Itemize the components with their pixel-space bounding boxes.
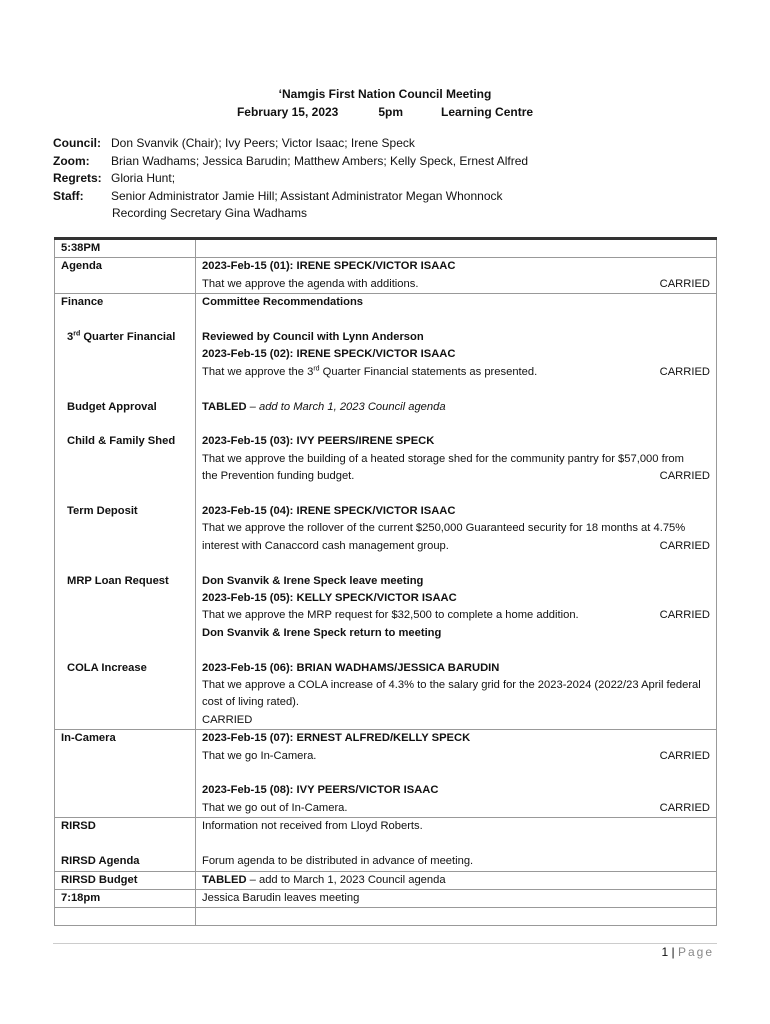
motion-heading: 2023-Feb-15 (08): IVY PEERS/VICTOR ISAAC <box>202 784 439 797</box>
table-row <box>55 239 717 258</box>
motion-text: That we approve the rollover of the current $250,000 Guaranteed security for 18 months at 4.75% <box>202 522 686 535</box>
end-time: 7:18pm <box>55 889 196 907</box>
cola-increase-label: COLA Increase <box>67 661 147 674</box>
motion-heading: 2023-Feb-15 (07): ERNEST ALFRED/KELLY SPECK <box>202 732 471 745</box>
motion-text: interest with Canaccord cash management group. <box>202 539 449 552</box>
motion-heading: 2023-Feb-15 (04): IRENE SPECK/VICTOR ISAAC <box>202 505 456 518</box>
rirsd-agenda-text: Forum agenda to be distributed in advance of meeting. <box>202 855 474 868</box>
table-row <box>55 730 717 818</box>
staff-label: Staff: <box>53 188 84 203</box>
motion-heading: 2023-Feb-15 (03): IVY PEERS/IRENE SPECK <box>202 435 435 448</box>
child-family-shed-label: Child & Family Shed <box>67 435 176 448</box>
table-row <box>55 871 717 889</box>
motion-result: CARRIED <box>659 277 710 290</box>
page-footer: 1 | Page <box>661 945 714 959</box>
motion-result: CARRIED <box>659 801 710 814</box>
motion-result: CARRIED <box>659 470 710 483</box>
table-row <box>55 889 717 907</box>
staff-members: Senior Administrator Jamie Hill; Assistant Administrator Megan Whonnock <box>111 188 503 203</box>
motion-text: That we approve the building of a heated storage shed for the community pantry for $57,000 from <box>202 452 684 465</box>
table-row <box>55 294 717 730</box>
meeting-location: Learning Centre <box>441 105 534 119</box>
meeting-time: 5pm <box>378 105 404 119</box>
agenda-label: Agenda <box>55 258 196 294</box>
table-row <box>55 258 717 294</box>
q3-note: Reviewed by Council with Lynn Anderson <box>202 331 424 344</box>
meeting-date-line <box>0 105 770 119</box>
page-word: Page <box>677 945 714 959</box>
q3-financial-label: 3rd Quarter Financial <box>67 330 176 344</box>
motion-result: CARRIED <box>659 365 710 378</box>
start-time: 5:38PM <box>55 239 196 258</box>
mrp-loan-label: MRP Loan Request <box>67 574 169 587</box>
motion-heading: 2023-Feb-15 (01): IRENE SPECK/VICTOR ISAAC <box>202 260 456 273</box>
motion-text: That we approve the agenda with additions. <box>202 277 419 290</box>
rirsd-budget-label: RIRSD Budget <box>55 871 196 889</box>
motion-text: That we approve the 3rd Quarter Financial statements as presented. <box>202 365 538 378</box>
regrets-members: Gloria Hunt; <box>111 171 176 185</box>
term-deposit-label: Term Deposit <box>67 504 138 517</box>
finance-label: Finance <box>61 296 104 309</box>
zoom-members: Brian Wadhams; Jessica Barudin; Matthew Ambers; Kelly Speck, Ernest Alfred <box>111 153 529 168</box>
table-row <box>55 908 717 926</box>
motion-heading: 2023-Feb-15 (05): KELLY SPECK/VICTOR ISAAC <box>202 592 457 605</box>
table-row <box>55 818 717 871</box>
meeting-date: February 15, 2023 <box>236 105 339 119</box>
return-note: Don Svanvik & Irene Speck return to meeting <box>202 626 442 639</box>
motion-result: CARRIED <box>202 713 253 726</box>
motion-text: That we go In-Camera. <box>202 749 317 762</box>
page-number: 1 <box>661 945 669 959</box>
footer-divider <box>53 943 717 944</box>
rirsd-budget-tabled: TABLED – add to March 1, 2023 Council agenda <box>196 871 717 889</box>
zoom-label: Zoom: <box>53 153 90 168</box>
council-members: Don Svanvik (Chair); Ivy Peers; Victor Isaac; Irene Speck <box>111 136 415 150</box>
motion-text: the Prevention funding budget. <box>202 470 355 483</box>
budget-tabled: TABLED – add to March 1, 2023 Council agenda <box>202 400 446 413</box>
motion-heading: 2023-Feb-15 (06): BRIAN WADHAMS/JESSICA BARUDIN <box>202 661 500 674</box>
minutes-table <box>54 237 717 926</box>
end-note: Jessica Barudin leaves meeting <box>196 889 717 907</box>
rirsd-agenda-label: RIRSD Agenda <box>61 855 140 868</box>
motion-result: CARRIED <box>659 609 710 622</box>
recording-secretary: Recording Secretary Gina Wadhams <box>112 206 307 220</box>
regrets-label: Regrets: <box>53 171 102 185</box>
attendance-block <box>53 135 528 223</box>
meeting-title: ‘Namgis First Nation Council Meeting <box>278 87 492 101</box>
rirsd-label: RIRSD <box>61 820 96 833</box>
motion-result: CARRIED <box>659 539 710 552</box>
motion-text: That we go out of In-Camera. <box>202 801 348 814</box>
committee-recommendations: Committee Recommendations <box>202 296 364 309</box>
motion-text: That we approve a COLA increase of 4.3% to the salary grid for the 2023-2024 (2022/23 April federal <box>202 679 701 692</box>
leave-note: Don Svanvik & Irene Speck leave meeting <box>202 574 424 587</box>
council-label: Council: <box>53 136 101 150</box>
motion-text: That we approve the MRP request for $32,500 to complete a home addition. <box>202 609 579 622</box>
motion-text: cost of living rated). <box>202 696 300 709</box>
motion-heading: 2023-Feb-15 (02): IRENE SPECK/VICTOR ISAAC <box>202 348 456 361</box>
rirsd-text: Information not received from Lloyd Roberts. <box>202 820 423 833</box>
in-camera-label: In-Camera <box>55 730 196 818</box>
budget-approval-label: Budget Approval <box>67 400 157 413</box>
motion-result: CARRIED <box>659 749 710 762</box>
